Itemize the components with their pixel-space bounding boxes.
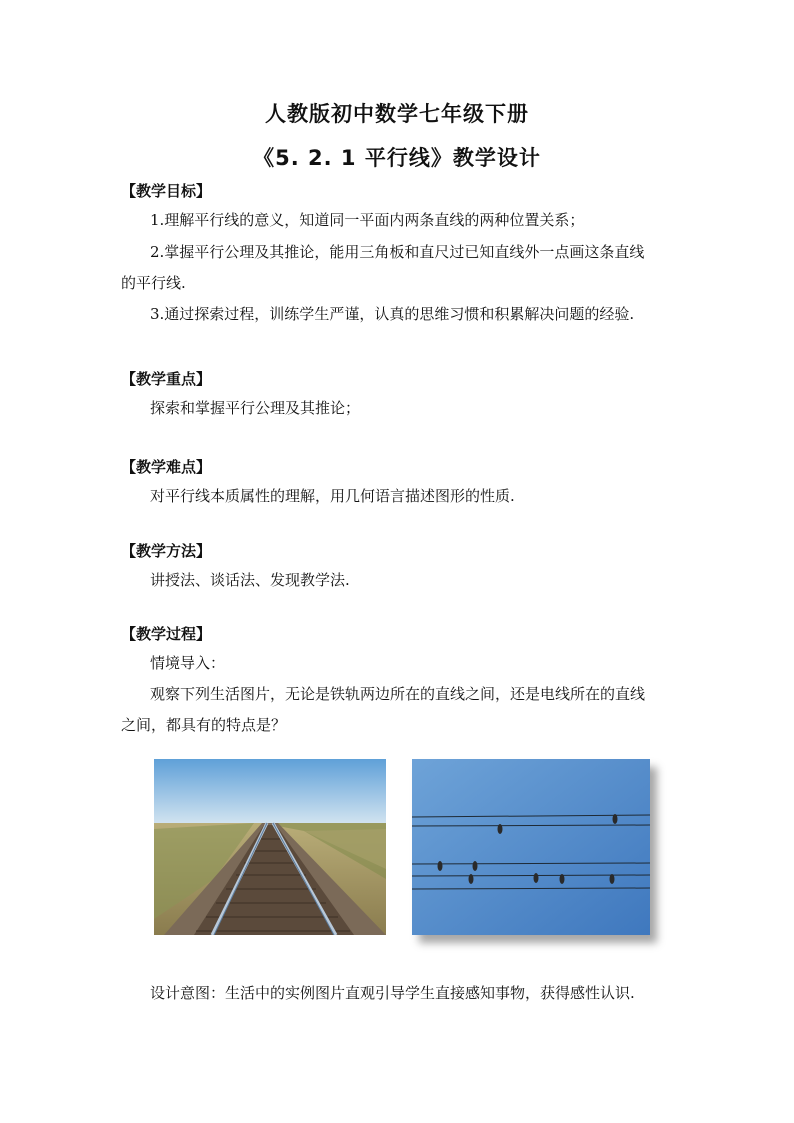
- document-title: 人教版初中数学七年级下册: [265, 102, 529, 126]
- objective-1: 1.理解平行线的意义，知道同一平面内两条直线的两种位置关系；: [150, 211, 585, 229]
- methods-heading: 【教学方法】: [121, 542, 212, 560]
- power-lines-birds-image: [412, 759, 650, 935]
- process-heading: 【教学过程】: [121, 625, 212, 643]
- objective-2-line2: 的平行线.: [121, 274, 186, 292]
- objective-2-line1: 2.掌握平行公理及其推论，能用三角板和直尺过已知直线外一点画这条直线: [150, 243, 645, 261]
- difficulties-heading: 【教学难点】: [121, 458, 212, 476]
- process-intro: 情境导入：: [150, 654, 226, 672]
- document-subtitle: 《5. 2. 1 平行线》教学设计: [253, 146, 541, 170]
- key-points-text: 探索和掌握平行公理及其推论；: [150, 399, 361, 417]
- key-points-heading: 【教学重点】: [121, 370, 212, 388]
- process-question-line1: 观察下列生活图片，无论是铁轨两边所在的直线之间，还是电线所在的直线: [150, 685, 646, 703]
- objective-3: 3.通过探索过程，训练学生严谨，认真的思维习惯和积累解决问题的经验.: [150, 305, 635, 323]
- railway-track-image: [154, 759, 386, 935]
- process-question-line2: 之间，都具有的特点是？: [121, 716, 287, 734]
- objectives-heading: 【教学目标】: [121, 182, 212, 200]
- difficulties-text: 对平行线本质属性的理解，用几何语言描述图形的性质.: [150, 487, 515, 505]
- design-intent-text: 设计意图：生活中的实例图片直观引导学生直接感知事物，获得感性认识.: [150, 984, 635, 1002]
- methods-text: 讲授法、谈话法、发现教学法.: [150, 571, 350, 589]
